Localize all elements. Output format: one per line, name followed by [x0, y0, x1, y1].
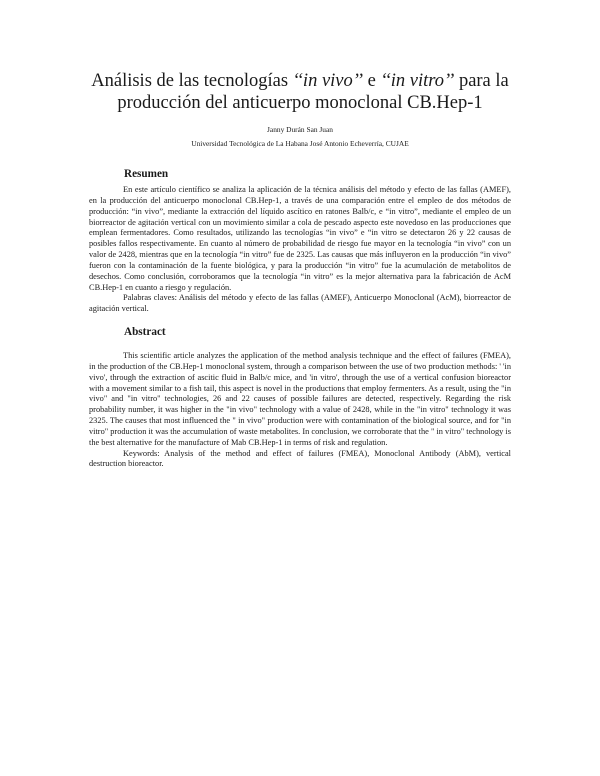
abstract-heading: Abstract: [124, 326, 166, 338]
abstract-keywords: Keywords: Analysis of the method and effect of failures (FMEA), Monoclonal Antibody (AbM), vertical destruction bioreactor.: [89, 448, 511, 469]
resumen-paragraph: En este artículo científico se analiza la aplicación de la técnica análisis del método y efecto de las fallas (AMEF), en la producción del anticuerpo monoclonal CB.Hep-1, a través de una comparación entre el empleo de dos métodos de producción: “in vivo”, mediante la extracción del líquido ascítico en ratones Balb/c, e “in vitro”, mediante el empleo de un biorreactor de agitación vertical con un movimiento similar a cola de pescado aspecto este novedoso en las producciones que emplean fermentadores. Como resultados, utilizando las tecnologías “in vivo” e “in vitro se detectaron 26 y 22 causas de posibles fallos respectivamente. En cuanto al número de probabilidad de riesgo fue mayor en la tecnología “in vivo” con un valor de 2428, mientras que en la tecnología “in vitro” fue de 2325. Las causas que más influyeron en la producción “in vivo” fueron con la contaminación de la fuente biológica, y para la producción “in vitro” fue la acumulación de metabolitos de desechos. Como conclusión, corroboramos que la tecnología “in vitro” es la mejor alternativa para la fabricación de AcM CB.Hep-1 en cuanto a riesgo y regulación.: [89, 185, 511, 292]
paper-title: [60, 70, 540, 114]
author-name: Janny Durán San Juan: [267, 125, 333, 134]
title-in-vitro: ‘‘in vitro’’: [380, 71, 455, 91]
abstract-paragraph: This scientific article analyzes the application of the method analysis technique and the effect of failures (FMEA), in the production of the CB.Hep-1 monoclonal system, through a comparison between the use of two production methods: ' 'in vivo', through the extraction of ascitic fluid in Balb/c mice, and 'in vitro', through the use of a vertical confusion bioreactor with a movement similar to a fish tail, this aspect is novel in the productions that employ fermenters. As a result, using the "in vivo" and "in vitro" technologies, 26 and 22 causes of possible failures are detected, respectively. Regarding the risk probability number, it was higher in the "in vivo" technology with a value of 2428, while in the "in vitro" technology it was 2325. The causes that most influenced the " in vivo" production were with contamination of the biological source, and for "in vitro" production it was the accumulation of waste metabolites. In conclusion, we corroborate that the " in vitro" technology is the best alternative for the manufacture of Mab CB.Hep-1 in terms of risk and regulation.: [89, 351, 511, 447]
title-part-2: e: [363, 71, 381, 91]
title-part-1: Análisis de las tecnologías: [91, 71, 293, 91]
resumen-heading: Resumen: [124, 168, 169, 180]
resumen-section: [89, 185, 511, 315]
title-part-3: para la producción del anticuerpo monoclonal CB.Hep-1: [117, 71, 509, 113]
title-in-vivo: ‘‘in vivo’’: [292, 71, 364, 91]
abstract-section: [89, 351, 511, 470]
author-affiliation: Universidad Tecnológica de La Habana José Antonio Echeverría, CUJAE: [191, 139, 409, 148]
resumen-keywords: Palabras claves: Análisis del método y efecto de las fallas (AMEF), Anticuerpo Monoclonal (AcM), biorreactor de agitación vertical.: [89, 293, 511, 314]
